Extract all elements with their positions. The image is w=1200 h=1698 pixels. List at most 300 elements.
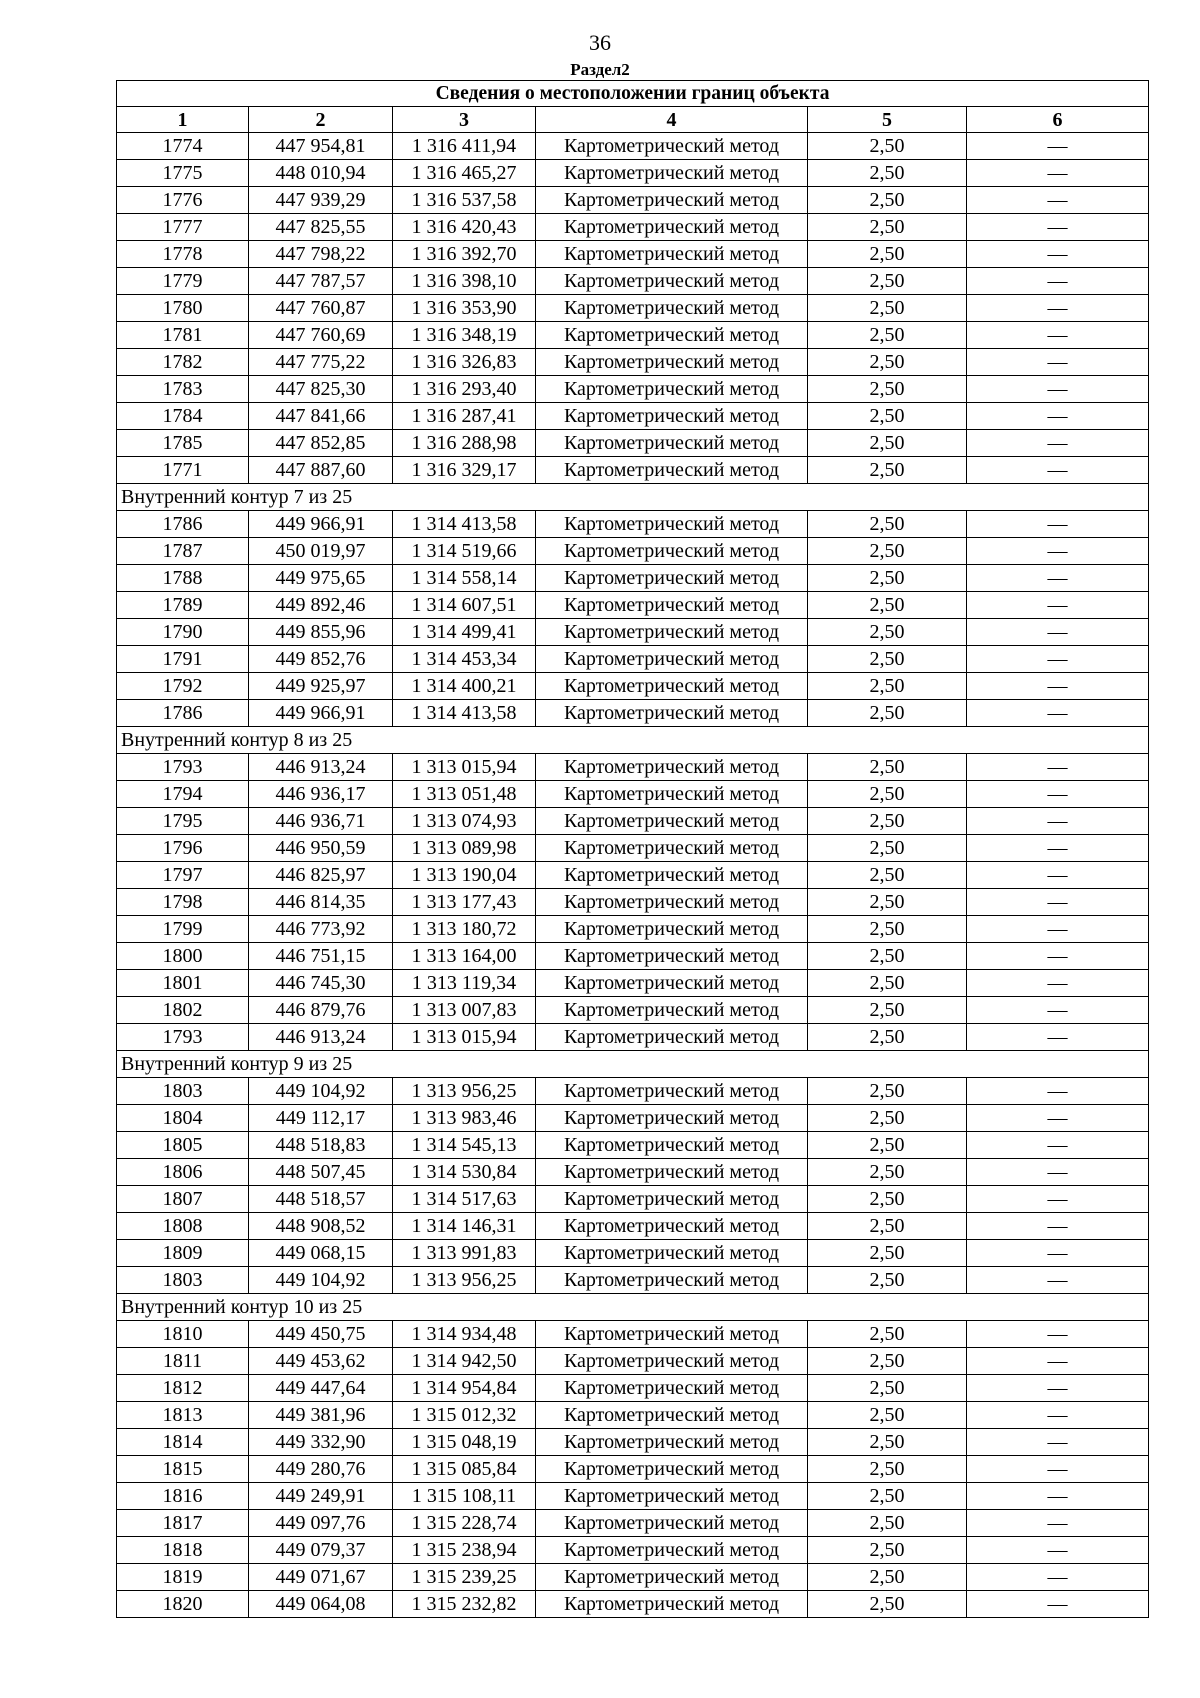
description-cell: — (967, 1537, 1149, 1564)
table-row (117, 1321, 1149, 1348)
point-number-cell: 1814 (117, 1429, 249, 1456)
method-cell: Картометрический метод (536, 430, 808, 457)
column-header: 6 (967, 107, 1149, 133)
y-coordinate-cell: 1 316 288,98 (393, 430, 536, 457)
y-coordinate-cell: 1 313 015,94 (393, 1024, 536, 1051)
accuracy-cell: 2,50 (808, 1024, 967, 1051)
point-number-cell: 1803 (117, 1078, 249, 1105)
method-cell: Картометрический метод (536, 970, 808, 997)
method-cell: Картометрический метод (536, 268, 808, 295)
x-coordinate-cell: 449 071,67 (249, 1564, 393, 1591)
y-coordinate-cell: 1 316 465,27 (393, 160, 536, 187)
x-coordinate-cell: 446 936,71 (249, 808, 393, 835)
x-coordinate-cell: 448 507,45 (249, 1159, 393, 1186)
y-coordinate-cell: 1 316 287,41 (393, 403, 536, 430)
accuracy-cell: 2,50 (808, 700, 967, 727)
method-cell: Картометрический метод (536, 457, 808, 484)
x-coordinate-cell: 449 097,76 (249, 1510, 393, 1537)
table-row (117, 403, 1149, 430)
accuracy-cell: 2,50 (808, 889, 967, 916)
point-number-cell: 1798 (117, 889, 249, 916)
method-cell: Картометрический метод (536, 754, 808, 781)
description-cell: — (967, 619, 1149, 646)
description-cell: — (967, 1267, 1149, 1294)
method-cell: Картометрический метод (536, 619, 808, 646)
description-cell: — (967, 511, 1149, 538)
x-coordinate-cell: 449 104,92 (249, 1267, 393, 1294)
accuracy-cell: 2,50 (808, 160, 967, 187)
description-cell: — (967, 700, 1149, 727)
x-coordinate-cell: 449 112,17 (249, 1105, 393, 1132)
accuracy-cell: 2,50 (808, 970, 967, 997)
y-coordinate-cell: 1 316 420,43 (393, 214, 536, 241)
description-cell: — (967, 943, 1149, 970)
table-row (117, 133, 1149, 160)
x-coordinate-cell: 449 381,96 (249, 1402, 393, 1429)
accuracy-cell: 2,50 (808, 1402, 967, 1429)
y-coordinate-cell: 1 315 048,19 (393, 1429, 536, 1456)
table-row (117, 565, 1149, 592)
description-cell: — (967, 1456, 1149, 1483)
description-cell: — (967, 1564, 1149, 1591)
point-number-cell: 1785 (117, 430, 249, 457)
table-row (117, 538, 1149, 565)
method-cell: Картометрический метод (536, 160, 808, 187)
x-coordinate-cell: 447 954,81 (249, 133, 393, 160)
x-coordinate-cell: 449 453,62 (249, 1348, 393, 1375)
accuracy-cell: 2,50 (808, 241, 967, 268)
method-cell: Картометрический метод (536, 403, 808, 430)
accuracy-cell: 2,50 (808, 1429, 967, 1456)
description-cell: — (967, 916, 1149, 943)
point-number-cell: 1778 (117, 241, 249, 268)
y-coordinate-cell: 1 313 177,43 (393, 889, 536, 916)
description-cell: — (967, 1213, 1149, 1240)
description-cell: — (967, 862, 1149, 889)
x-coordinate-cell: 448 518,83 (249, 1132, 393, 1159)
accuracy-cell: 2,50 (808, 1564, 967, 1591)
point-number-cell: 1788 (117, 565, 249, 592)
y-coordinate-cell: 1 313 180,72 (393, 916, 536, 943)
page-number: 36 (589, 30, 611, 55)
x-coordinate-cell: 449 064,08 (249, 1591, 393, 1618)
method-cell: Картометрический метод (536, 862, 808, 889)
column-header: 2 (249, 107, 393, 133)
description-cell: — (967, 295, 1149, 322)
method-cell: Картометрический метод (536, 700, 808, 727)
method-cell: Картометрический метод (536, 889, 808, 916)
accuracy-cell: 2,50 (808, 376, 967, 403)
y-coordinate-cell: 1 314 517,63 (393, 1186, 536, 1213)
y-coordinate-cell: 1 314 545,13 (393, 1132, 536, 1159)
method-cell: Картометрический метод (536, 1510, 808, 1537)
description-cell: — (967, 457, 1149, 484)
point-number-cell: 1792 (117, 673, 249, 700)
y-coordinate-cell: 1 314 519,66 (393, 538, 536, 565)
accuracy-cell: 2,50 (808, 1267, 967, 1294)
table-row (117, 1483, 1149, 1510)
accuracy-cell: 2,50 (808, 1483, 967, 1510)
y-coordinate-cell: 1 316 348,19 (393, 322, 536, 349)
point-number-cell: 1818 (117, 1537, 249, 1564)
x-coordinate-cell: 449 280,76 (249, 1456, 393, 1483)
method-cell: Картометрический метод (536, 538, 808, 565)
x-coordinate-cell: 446 913,24 (249, 754, 393, 781)
y-coordinate-cell: 1 314 413,58 (393, 700, 536, 727)
x-coordinate-cell: 449 447,64 (249, 1375, 393, 1402)
y-coordinate-cell: 1 314 942,50 (393, 1348, 536, 1375)
y-coordinate-cell: 1 316 392,70 (393, 241, 536, 268)
table-row (117, 889, 1149, 916)
table-row (117, 1159, 1149, 1186)
x-coordinate-cell: 448 010,94 (249, 160, 393, 187)
table-row (117, 1537, 1149, 1564)
accuracy-cell: 2,50 (808, 781, 967, 808)
y-coordinate-cell: 1 315 228,74 (393, 1510, 536, 1537)
table-row (117, 1510, 1149, 1537)
method-cell: Картометрический метод (536, 1024, 808, 1051)
accuracy-cell: 2,50 (808, 673, 967, 700)
description-cell: — (967, 1591, 1149, 1618)
y-coordinate-cell: 1 316 411,94 (393, 133, 536, 160)
point-number-cell: 1808 (117, 1213, 249, 1240)
accuracy-cell: 2,50 (808, 214, 967, 241)
description-cell: — (967, 1186, 1149, 1213)
point-number-cell: 1787 (117, 538, 249, 565)
x-coordinate-cell: 449 966,91 (249, 700, 393, 727)
method-cell: Картометрический метод (536, 1591, 808, 1618)
accuracy-cell: 2,50 (808, 1078, 967, 1105)
point-number-cell: 1797 (117, 862, 249, 889)
point-number-cell: 1771 (117, 457, 249, 484)
point-number-cell: 1815 (117, 1456, 249, 1483)
column-header: 1 (117, 107, 249, 133)
accuracy-cell: 2,50 (808, 1348, 967, 1375)
point-number-cell: 1801 (117, 970, 249, 997)
method-cell: Картометрический метод (536, 1159, 808, 1186)
point-number-cell: 1782 (117, 349, 249, 376)
table-row (117, 619, 1149, 646)
x-coordinate-cell: 446 950,59 (249, 835, 393, 862)
description-cell: — (967, 1483, 1149, 1510)
accuracy-cell: 2,50 (808, 565, 967, 592)
accuracy-cell: 2,50 (808, 1132, 967, 1159)
description-cell: — (967, 430, 1149, 457)
x-coordinate-cell: 449 079,37 (249, 1537, 393, 1564)
description-cell: — (967, 646, 1149, 673)
description-cell: — (967, 1132, 1149, 1159)
y-coordinate-cell: 1 314 607,51 (393, 592, 536, 619)
table-row (117, 1267, 1149, 1294)
table-row (117, 673, 1149, 700)
point-number-cell: 1802 (117, 997, 249, 1024)
accuracy-cell: 2,50 (808, 349, 967, 376)
description-cell: — (967, 889, 1149, 916)
x-coordinate-cell: 446 773,92 (249, 916, 393, 943)
point-number-cell: 1819 (117, 1564, 249, 1591)
accuracy-cell: 2,50 (808, 592, 967, 619)
table-row (117, 862, 1149, 889)
y-coordinate-cell: 1 314 530,84 (393, 1159, 536, 1186)
x-coordinate-cell: 449 925,97 (249, 673, 393, 700)
table-row (117, 295, 1149, 322)
point-number-cell: 1790 (117, 619, 249, 646)
y-coordinate-cell: 1 314 558,14 (393, 565, 536, 592)
column-header: 3 (393, 107, 536, 133)
boundary-coordinates-table (116, 80, 1149, 1618)
table-row (117, 1213, 1149, 1240)
table-row (117, 1348, 1149, 1375)
table-row (117, 1375, 1149, 1402)
point-number-cell: 1776 (117, 187, 249, 214)
point-number-cell: 1791 (117, 646, 249, 673)
y-coordinate-cell: 1 314 499,41 (393, 619, 536, 646)
y-coordinate-cell: 1 315 232,82 (393, 1591, 536, 1618)
point-number-cell: 1794 (117, 781, 249, 808)
accuracy-cell: 2,50 (808, 862, 967, 889)
method-cell: Картометрический метод (536, 1321, 808, 1348)
description-cell: — (967, 835, 1149, 862)
x-coordinate-cell: 447 939,29 (249, 187, 393, 214)
accuracy-cell: 2,50 (808, 1186, 967, 1213)
point-number-cell: 1812 (117, 1375, 249, 1402)
accuracy-cell: 2,50 (808, 808, 967, 835)
point-number-cell: 1796 (117, 835, 249, 862)
method-cell: Картометрический метод (536, 1375, 808, 1402)
table-row (117, 160, 1149, 187)
x-coordinate-cell: 447 760,69 (249, 322, 393, 349)
method-cell: Картометрический метод (536, 835, 808, 862)
method-cell: Картометрический метод (536, 1267, 808, 1294)
method-cell: Картометрический метод (536, 511, 808, 538)
description-cell: — (967, 1024, 1149, 1051)
x-coordinate-cell: 449 966,91 (249, 511, 393, 538)
y-coordinate-cell: 1 313 074,93 (393, 808, 536, 835)
table-row (117, 700, 1149, 727)
point-number-cell: 1813 (117, 1402, 249, 1429)
y-coordinate-cell: 1 313 983,46 (393, 1105, 536, 1132)
x-coordinate-cell: 446 825,97 (249, 862, 393, 889)
description-cell: — (967, 1159, 1149, 1186)
point-number-cell: 1800 (117, 943, 249, 970)
point-number-cell: 1817 (117, 1510, 249, 1537)
table-row (117, 457, 1149, 484)
contour-label: Внутренний контур 8 из 25 (117, 727, 1149, 754)
table-row (117, 1402, 1149, 1429)
description-cell: — (967, 133, 1149, 160)
table-row (117, 1078, 1149, 1105)
description-cell: — (967, 349, 1149, 376)
accuracy-cell: 2,50 (808, 538, 967, 565)
table-row (117, 1240, 1149, 1267)
table-caption: Сведения о местоположении границ объекта (117, 81, 1149, 107)
method-cell: Картометрический метод (536, 1456, 808, 1483)
y-coordinate-cell: 1 314 400,21 (393, 673, 536, 700)
table-row (117, 1591, 1149, 1618)
method-cell: Картометрический метод (536, 133, 808, 160)
y-coordinate-cell: 1 315 238,94 (393, 1537, 536, 1564)
accuracy-cell: 2,50 (808, 511, 967, 538)
point-number-cell: 1786 (117, 511, 249, 538)
accuracy-cell: 2,50 (808, 430, 967, 457)
method-cell: Картометрический метод (536, 214, 808, 241)
y-coordinate-cell: 1 314 413,58 (393, 511, 536, 538)
description-cell: — (967, 376, 1149, 403)
x-coordinate-cell: 448 518,57 (249, 1186, 393, 1213)
point-number-cell: 1809 (117, 1240, 249, 1267)
method-cell: Картометрический метод (536, 808, 808, 835)
point-number-cell: 1780 (117, 295, 249, 322)
x-coordinate-cell: 447 852,85 (249, 430, 393, 457)
y-coordinate-cell: 1 316 537,58 (393, 187, 536, 214)
x-coordinate-cell: 447 787,57 (249, 268, 393, 295)
point-number-cell: 1774 (117, 133, 249, 160)
point-number-cell: 1816 (117, 1483, 249, 1510)
table-row (117, 997, 1149, 1024)
table-row (117, 781, 1149, 808)
table-row (117, 592, 1149, 619)
accuracy-cell: 2,50 (808, 403, 967, 430)
x-coordinate-cell: 447 887,60 (249, 457, 393, 484)
method-cell: Картометрический метод (536, 943, 808, 970)
accuracy-cell: 2,50 (808, 1213, 967, 1240)
y-coordinate-cell: 1 313 051,48 (393, 781, 536, 808)
description-cell: — (967, 781, 1149, 808)
x-coordinate-cell: 447 775,22 (249, 349, 393, 376)
point-number-cell: 1811 (117, 1348, 249, 1375)
method-cell: Картометрический метод (536, 322, 808, 349)
contour-header-row (117, 1294, 1149, 1321)
x-coordinate-cell: 449 855,96 (249, 619, 393, 646)
contour-header-row (117, 1051, 1149, 1078)
y-coordinate-cell: 1 316 398,10 (393, 268, 536, 295)
table-row (117, 754, 1149, 781)
y-coordinate-cell: 1 313 007,83 (393, 997, 536, 1024)
point-number-cell: 1820 (117, 1591, 249, 1618)
accuracy-cell: 2,50 (808, 457, 967, 484)
method-cell: Картометрический метод (536, 295, 808, 322)
column-header: 4 (536, 107, 808, 133)
method-cell: Картометрический метод (536, 1402, 808, 1429)
method-cell: Картометрический метод (536, 1429, 808, 1456)
table-row (117, 511, 1149, 538)
table-row (117, 241, 1149, 268)
contour-header-row (117, 484, 1149, 511)
y-coordinate-cell: 1 314 453,34 (393, 646, 536, 673)
method-cell: Картометрический метод (536, 916, 808, 943)
x-coordinate-cell: 450 019,97 (249, 538, 393, 565)
table-row (117, 1024, 1149, 1051)
x-coordinate-cell: 448 908,52 (249, 1213, 393, 1240)
y-coordinate-cell: 1 313 956,25 (393, 1267, 536, 1294)
method-cell: Картометрический метод (536, 187, 808, 214)
x-coordinate-cell: 449 975,65 (249, 565, 393, 592)
y-coordinate-cell: 1 314 934,48 (393, 1321, 536, 1348)
table-row (117, 916, 1149, 943)
y-coordinate-cell: 1 313 015,94 (393, 754, 536, 781)
method-cell: Картометрический метод (536, 781, 808, 808)
table-caption-row (117, 81, 1149, 107)
contour-label: Внутренний контур 7 из 25 (117, 484, 1149, 511)
method-cell: Картометрический метод (536, 1105, 808, 1132)
y-coordinate-cell: 1 316 293,40 (393, 376, 536, 403)
column-header: 5 (808, 107, 967, 133)
accuracy-cell: 2,50 (808, 1240, 967, 1267)
x-coordinate-cell: 449 068,15 (249, 1240, 393, 1267)
x-coordinate-cell: 449 450,75 (249, 1321, 393, 1348)
point-number-cell: 1789 (117, 592, 249, 619)
description-cell: — (967, 1375, 1149, 1402)
x-coordinate-cell: 446 814,35 (249, 889, 393, 916)
y-coordinate-cell: 1 315 012,32 (393, 1402, 536, 1429)
y-coordinate-cell: 1 313 991,83 (393, 1240, 536, 1267)
accuracy-cell: 2,50 (808, 1375, 967, 1402)
y-coordinate-cell: 1 316 353,90 (393, 295, 536, 322)
point-number-cell: 1793 (117, 1024, 249, 1051)
table-row (117, 835, 1149, 862)
section-label: Раздел2 (570, 60, 630, 79)
accuracy-cell: 2,50 (808, 1456, 967, 1483)
y-coordinate-cell: 1 316 326,83 (393, 349, 536, 376)
description-cell: — (967, 241, 1149, 268)
y-coordinate-cell: 1 313 119,34 (393, 970, 536, 997)
method-cell: Картометрический метод (536, 1240, 808, 1267)
accuracy-cell: 2,50 (808, 322, 967, 349)
point-number-cell: 1804 (117, 1105, 249, 1132)
table-row (117, 970, 1149, 997)
method-cell: Картометрический метод (536, 1078, 808, 1105)
accuracy-cell: 2,50 (808, 943, 967, 970)
accuracy-cell: 2,50 (808, 997, 967, 1024)
method-cell: Картометрический метод (536, 1483, 808, 1510)
description-cell: — (967, 1240, 1149, 1267)
description-cell: — (967, 1402, 1149, 1429)
table-row (117, 1456, 1149, 1483)
table-row (117, 1564, 1149, 1591)
method-cell: Картометрический метод (536, 349, 808, 376)
x-coordinate-cell: 449 249,91 (249, 1483, 393, 1510)
description-cell: — (967, 322, 1149, 349)
y-coordinate-cell: 1 315 108,11 (393, 1483, 536, 1510)
point-number-cell: 1799 (117, 916, 249, 943)
description-cell: — (967, 160, 1149, 187)
point-number-cell: 1805 (117, 1132, 249, 1159)
method-cell: Картометрический метод (536, 565, 808, 592)
point-number-cell: 1779 (117, 268, 249, 295)
description-cell: — (967, 214, 1149, 241)
point-number-cell: 1783 (117, 376, 249, 403)
table-row (117, 1186, 1149, 1213)
y-coordinate-cell: 1 313 089,98 (393, 835, 536, 862)
x-coordinate-cell: 446 936,17 (249, 781, 393, 808)
accuracy-cell: 2,50 (808, 1510, 967, 1537)
y-coordinate-cell: 1 313 190,04 (393, 862, 536, 889)
description-cell: — (967, 754, 1149, 781)
description-cell: — (967, 403, 1149, 430)
description-cell: — (967, 538, 1149, 565)
accuracy-cell: 2,50 (808, 835, 967, 862)
y-coordinate-cell: 1 314 146,31 (393, 1213, 536, 1240)
method-cell: Картометрический метод (536, 241, 808, 268)
accuracy-cell: 2,50 (808, 133, 967, 160)
method-cell: Картометрический метод (536, 376, 808, 403)
description-cell: — (967, 1105, 1149, 1132)
point-number-cell: 1793 (117, 754, 249, 781)
description-cell: — (967, 673, 1149, 700)
point-number-cell: 1784 (117, 403, 249, 430)
x-coordinate-cell: 449 104,92 (249, 1078, 393, 1105)
table-row (117, 943, 1149, 970)
